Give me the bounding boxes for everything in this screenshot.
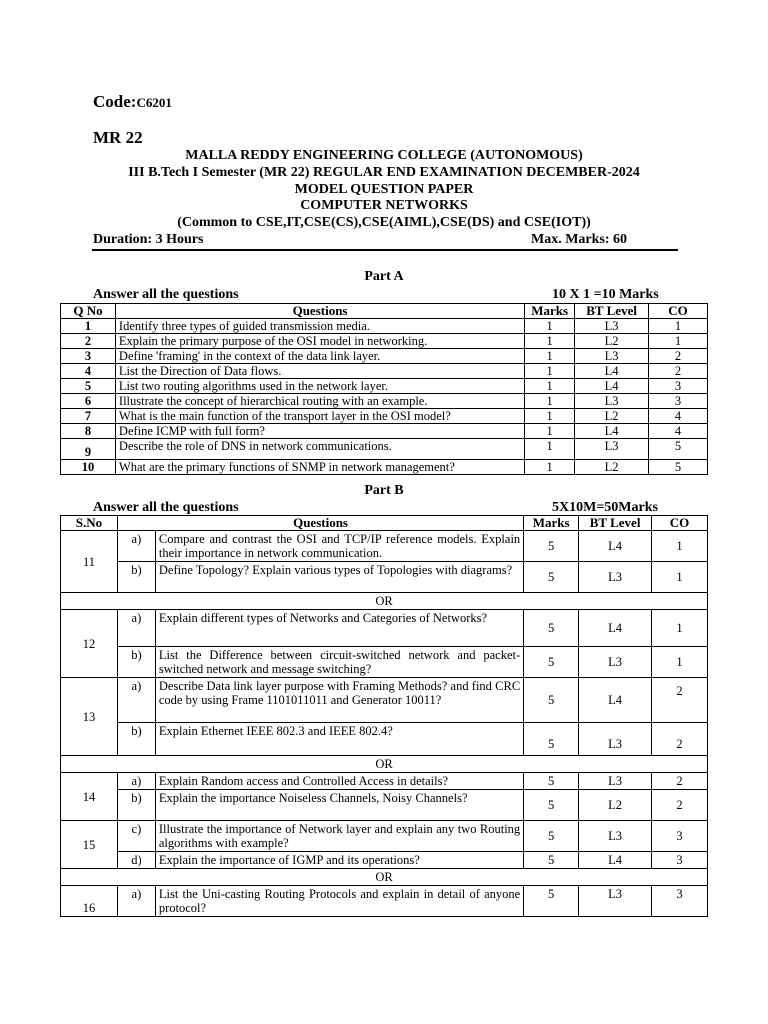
part-a-marks-scheme: 10 X 1 =10 Marks: [552, 287, 659, 302]
sub-label: b): [117, 562, 155, 593]
max-marks: Max. Marks: 60: [531, 232, 628, 247]
table-row: [61, 460, 708, 475]
col-co: CO: [652, 516, 708, 531]
bt-level: L2: [579, 790, 652, 821]
sub-label: a): [117, 886, 155, 917]
question-text: Define Topology? Explain various types of Topologies with diagrams?: [155, 562, 523, 593]
col-questions: Questions: [117, 516, 523, 531]
course-code: [93, 92, 172, 112]
exam-title: III B.Tech I Semester (MR 22) REGULAR END EXAMINATION DECEMBER-2024: [128, 165, 640, 180]
sub-label: b): [117, 790, 155, 821]
table-row: [61, 424, 708, 439]
table-row: [61, 821, 708, 852]
q-no: 9: [61, 439, 116, 460]
question-text: Explain the importance of IGMP and its operations?: [155, 852, 523, 869]
table-header-row: [61, 516, 708, 531]
marks: 5: [524, 821, 579, 852]
table-row: [61, 409, 708, 424]
question-text: Explain the primary purpose of the OSI model in networking.: [115, 334, 524, 349]
or-row: [61, 593, 708, 610]
sub-label: b): [117, 723, 155, 756]
question-text: Define ICMP with full form?: [115, 424, 524, 439]
part-b-table: [60, 515, 708, 917]
co: 1: [652, 610, 708, 647]
question-text: List the Uni-casting Routing Protocols and explain in detail of anyone protocol?: [155, 886, 523, 917]
part-a-title: Part A: [364, 269, 404, 284]
bt-level: L4: [579, 610, 652, 647]
question-text: List two routing algorithms used in the network layer.: [115, 379, 524, 394]
co: 2: [652, 773, 708, 790]
table-row: [61, 349, 708, 364]
part-b-title: Part B: [364, 483, 404, 498]
table-row: [61, 790, 708, 821]
question-text: What is the main function of the transport layer in the OSI model?: [115, 409, 524, 424]
col-sno: S.No: [61, 516, 118, 531]
col-bt-level: BT Level: [575, 304, 649, 319]
q-no: 3: [61, 349, 116, 364]
regulation: MR 22: [93, 128, 143, 147]
paper-type: MODEL QUESTION PAPER: [294, 182, 474, 197]
question-number: 16: [61, 886, 118, 917]
col-co: CO: [649, 304, 708, 319]
marks: 5: [524, 723, 579, 756]
table-row: [61, 723, 708, 756]
q-no: 1: [61, 319, 116, 334]
bt-level: L4: [579, 531, 652, 562]
table-row: [61, 364, 708, 379]
duration: Duration: 3 Hours: [93, 232, 204, 247]
question-text: Define 'framing' in the context of the data link layer.: [115, 349, 524, 364]
header-divider: [92, 249, 678, 251]
part-b-instruction: Answer all the questions: [93, 500, 239, 515]
table-row: [61, 610, 708, 647]
question-text: What are the primary functions of SNMP in network management?: [115, 460, 524, 475]
or-row: [61, 869, 708, 886]
bt-level: L3: [579, 723, 652, 756]
co: 5: [649, 439, 708, 460]
table-row: [61, 852, 708, 869]
table-row: [61, 562, 708, 593]
marks: 5: [524, 790, 579, 821]
subject-title: COMPUTER NETWORKS: [300, 198, 468, 213]
part-a-table: [60, 303, 708, 475]
marks: 5: [524, 773, 579, 790]
question-number: 14: [61, 773, 118, 821]
bt-level: L4: [575, 424, 649, 439]
question-text: Explain different types of Networks and Categories of Networks?: [155, 610, 523, 647]
marks: 1: [525, 349, 575, 364]
bt-level: L3: [579, 647, 652, 678]
table-row: [61, 394, 708, 409]
question-text: Illustrate the importance of Network layer and explain any two Routing algorithms with example?: [155, 821, 523, 852]
code-label: Code:: [93, 92, 137, 111]
co: 3: [649, 379, 708, 394]
bt-level: L3: [575, 439, 649, 460]
marks: 5: [524, 886, 579, 917]
marks: 5: [524, 531, 579, 562]
co: 1: [649, 334, 708, 349]
co: 2: [649, 349, 708, 364]
bt-level: L4: [579, 678, 652, 723]
question-number: 13: [61, 678, 118, 756]
question-text: List the Direction of Data flows.: [115, 364, 524, 379]
marks: 1: [525, 364, 575, 379]
table-row: [61, 439, 708, 460]
co: 2: [652, 723, 708, 756]
marks: 5: [524, 562, 579, 593]
marks: 1: [525, 424, 575, 439]
marks: 1: [525, 460, 575, 475]
bt-level: L3: [579, 773, 652, 790]
question-text: Illustrate the concept of hierarchical routing with an example.: [115, 394, 524, 409]
co: 3: [652, 852, 708, 869]
bt-level: L3: [575, 349, 649, 364]
question-text: List the Difference between circuit-switched network and packet-switched network and message switching?: [155, 647, 523, 678]
table-row: [61, 886, 708, 917]
bt-level: L3: [579, 562, 652, 593]
bt-level: L2: [575, 334, 649, 349]
q-no: 7: [61, 409, 116, 424]
co: 4: [649, 409, 708, 424]
or-separator: OR: [61, 869, 708, 886]
question-text: Explain the importance Noiseless Channels, Noisy Channels?: [155, 790, 523, 821]
table-header-row: [61, 304, 708, 319]
col-qno: Q No: [61, 304, 116, 319]
co: 3: [652, 886, 708, 917]
sub-label: d): [117, 852, 155, 869]
bt-level: L2: [575, 460, 649, 475]
marks: 5: [524, 647, 579, 678]
q-no: 10: [61, 460, 116, 475]
question-text: Describe Data link layer purpose with Framing Methods? and find CRC code by using Frame 1101011011 and Generator 10011?: [155, 678, 523, 723]
marks: 1: [525, 409, 575, 424]
co: 3: [652, 821, 708, 852]
or-separator: OR: [61, 593, 708, 610]
sub-label: c): [117, 821, 155, 852]
college-name: MALLA REDDY ENGINEERING COLLEGE (AUTONOMOUS): [185, 148, 583, 163]
table-row: [61, 319, 708, 334]
sub-label: a): [117, 531, 155, 562]
co: 1: [649, 319, 708, 334]
marks: 5: [524, 610, 579, 647]
sub-label: a): [117, 678, 155, 723]
table-row: [61, 773, 708, 790]
sub-label: a): [117, 610, 155, 647]
or-row: [61, 756, 708, 773]
marks: 1: [525, 394, 575, 409]
marks: 1: [525, 334, 575, 349]
bt-level: L3: [575, 319, 649, 334]
co: 3: [649, 394, 708, 409]
code-value: C6201: [136, 95, 172, 110]
co: 1: [652, 531, 708, 562]
bt-level: L3: [579, 886, 652, 917]
or-separator: OR: [61, 756, 708, 773]
common-to: (Common to CSE,IT,CSE(CS),CSE(AIML),CSE(DS) and CSE(IOT)): [177, 215, 591, 230]
bt-level: L3: [579, 821, 652, 852]
question-text: Explain Random access and Controlled Access in details?: [155, 773, 523, 790]
marks: 5: [524, 852, 579, 869]
marks: 1: [525, 319, 575, 334]
co: 2: [652, 678, 708, 723]
co: 5: [649, 460, 708, 475]
question-number: 12: [61, 610, 118, 678]
sub-label: a): [117, 773, 155, 790]
question-number: 11: [61, 531, 118, 593]
bt-level: L4: [575, 379, 649, 394]
table-row: [61, 678, 708, 723]
table-row: [61, 531, 708, 562]
q-no: 6: [61, 394, 116, 409]
col-marks: Marks: [525, 304, 575, 319]
table-row: [61, 647, 708, 678]
question-number: 15: [61, 821, 118, 869]
co: 1: [652, 562, 708, 593]
part-a-instruction: Answer all the questions: [93, 287, 239, 302]
marks: 5: [524, 678, 579, 723]
bt-level: L2: [575, 409, 649, 424]
bt-level: L4: [579, 852, 652, 869]
part-b-marks-scheme: 5X10M=50Marks: [552, 500, 658, 515]
question-text: Explain Ethernet IEEE 802.3 and IEEE 802.4?: [155, 723, 523, 756]
col-bt-level: BT Level: [579, 516, 652, 531]
q-no: 4: [61, 364, 116, 379]
sub-label: b): [117, 647, 155, 678]
q-no: 5: [61, 379, 116, 394]
bt-level: L4: [575, 364, 649, 379]
co: 4: [649, 424, 708, 439]
question-text: Describe the role of DNS in network communications.: [115, 439, 524, 460]
question-text: Identify three types of guided transmission media.: [115, 319, 524, 334]
q-no: 2: [61, 334, 116, 349]
co: 2: [652, 790, 708, 821]
bt-level: L3: [575, 394, 649, 409]
col-questions: Questions: [115, 304, 524, 319]
col-marks: Marks: [524, 516, 579, 531]
q-no: 8: [61, 424, 116, 439]
co: 1: [652, 647, 708, 678]
question-text: Compare and contrast the OSI and TCP/IP reference models. Explain their importance in network communication.: [155, 531, 523, 562]
table-row: [61, 334, 708, 349]
marks: 1: [525, 439, 575, 460]
marks: 1: [525, 379, 575, 394]
co: 2: [649, 364, 708, 379]
table-row: [61, 379, 708, 394]
